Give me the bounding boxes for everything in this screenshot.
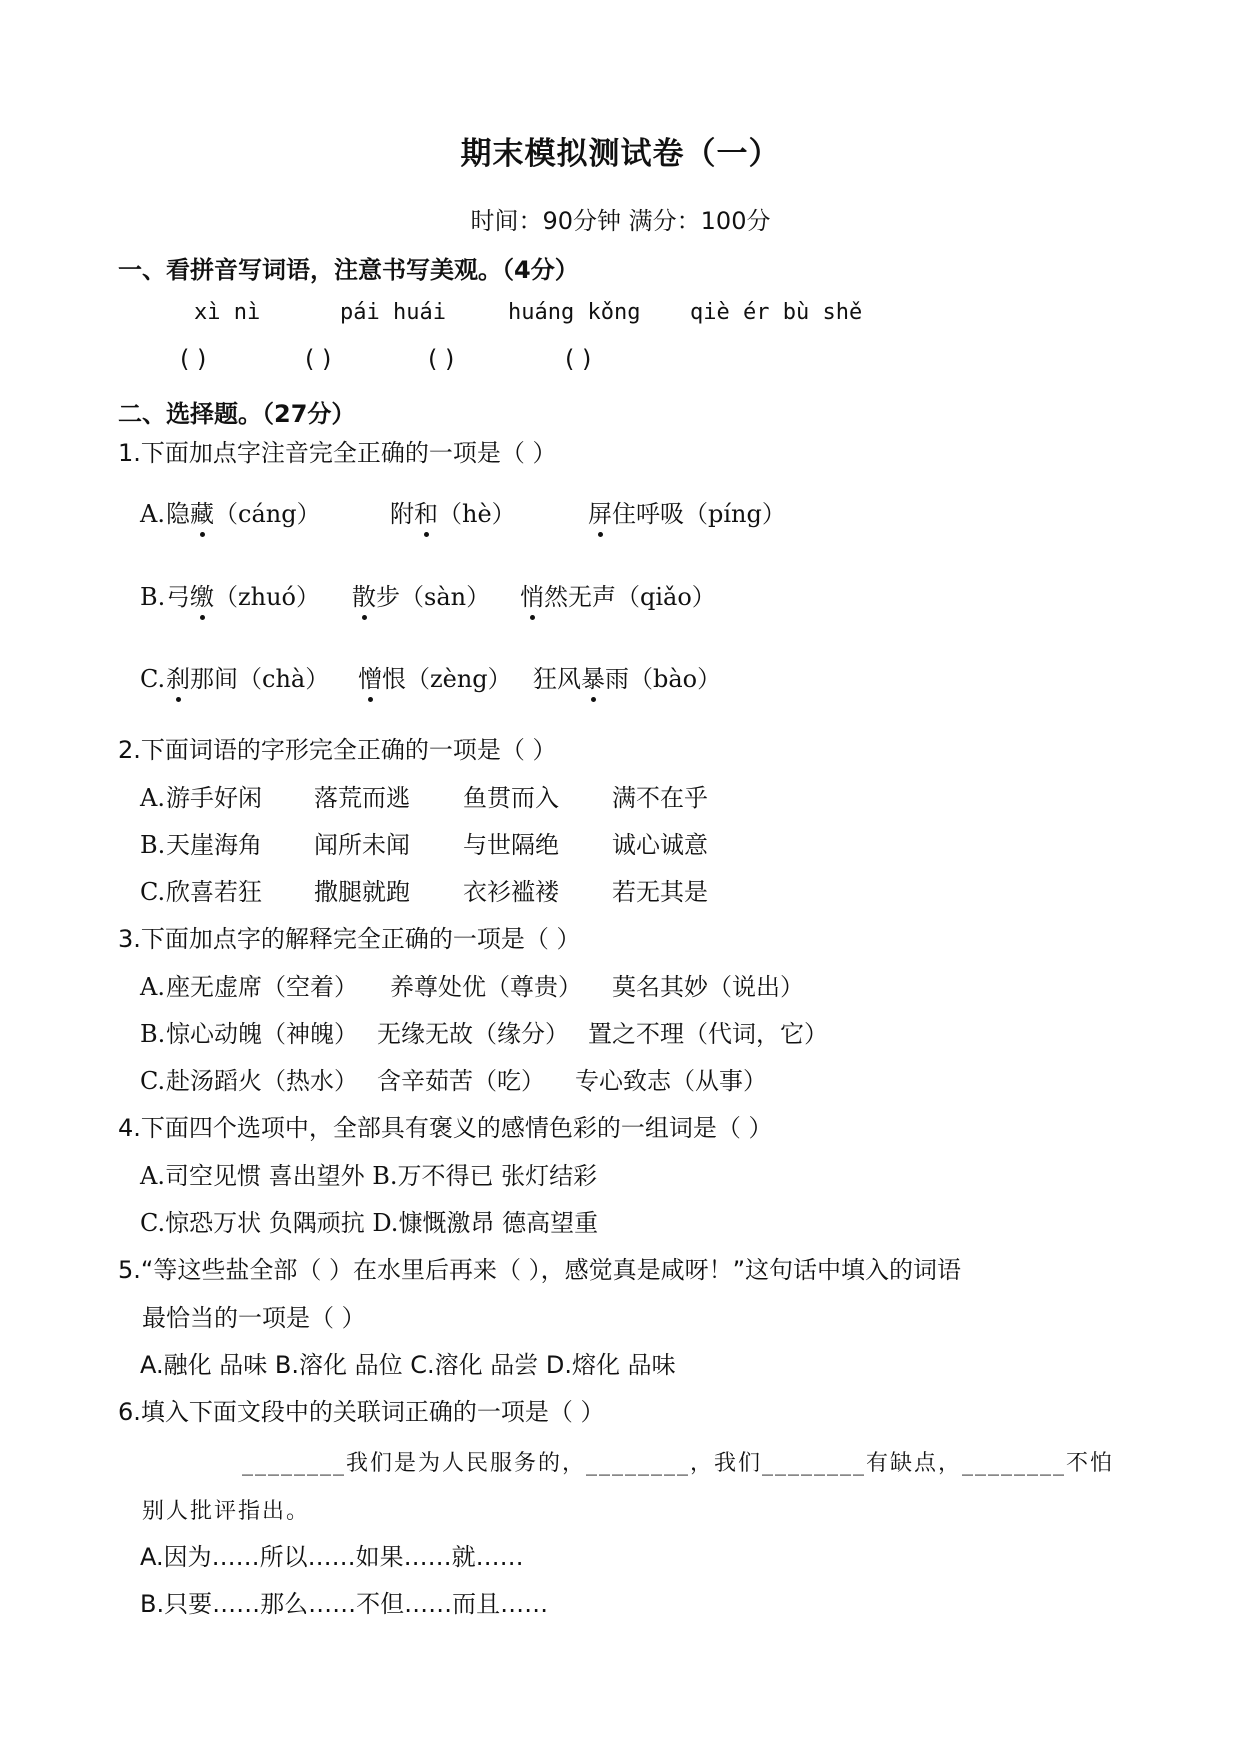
q1-option-b-word-3: 悄然无声（qiǎo） (520, 583, 716, 611)
q3-option-b-word-3: 置之不理（代词，它） (588, 1020, 828, 1048)
q3-option-a-word-2: 养尊处优（尊贵） (390, 973, 582, 1001)
q6-passage-line-2: 别人批评指出。 (142, 1499, 311, 1524)
q3-option-b: B. (140, 1020, 166, 1048)
q2-option-b: B. (140, 831, 166, 859)
q3-option-c: C. (140, 1067, 166, 1095)
q2-option-b-word-2: 闻所未闻 (314, 831, 410, 859)
answer-blank-2: ( ) (305, 345, 332, 373)
pinyin-2: pái huái (340, 300, 446, 325)
question-3-stem: 3.下面加点字的解释完全正确的一项是（ ） (118, 925, 581, 953)
q4-option-row-2: C.惊恐万状 负隅顽抗 D.慷慨激昂 德高望重 (140, 1209, 599, 1237)
answer-blank-3: ( ) (428, 345, 455, 373)
q1-option-c-word-1: 刹那间（chà） (166, 665, 330, 693)
question-6-stem: 6.填入下面文段中的关联词正确的一项是（ ） (118, 1398, 605, 1426)
q3-option-a-word-3: 莫名其妙（说出） (612, 973, 804, 1001)
emphasis-dot-char: 和 (414, 500, 438, 528)
answer-blank-4: ( ) (565, 345, 592, 373)
emphasis-dot-char: 缴 (190, 583, 214, 611)
question-5-stem-line-2: 最恰当的一项是（ ） (142, 1304, 366, 1332)
q3-option-b-word-2: 无缘无故（缘分） (377, 1020, 569, 1048)
exam-meta: 时间：90分钟 满分：100分 (470, 207, 771, 235)
question-5-stem-line-1: 5.“等这些盐全部（ ）在水里后再来（ ），感觉真是咸呀！”这句话中填入的词语 (118, 1256, 962, 1284)
q1-option-c-label: C. (140, 665, 166, 693)
q1-option-b-word-2: 散步（sàn） (352, 583, 491, 611)
q2-option-c-word-2: 撒腿就跑 (314, 878, 410, 906)
pinyin-3: huáng kǒng (508, 300, 641, 325)
q2-option-c-word-3: 衣衫褴褛 (463, 878, 559, 906)
q1-option-a-word-3: 屏住呼吸（píng） (588, 500, 786, 528)
q3-option-a: A. (140, 973, 165, 1001)
question-4-stem: 4.下面四个选项中，全部具有褒义的感情色彩的一组词是（ ） (118, 1114, 773, 1142)
section-1-heading: 一、看拼音写词语，注意书写美观。（4分） (118, 256, 579, 284)
q2-option-a-word-2: 落荒而逃 (314, 784, 410, 812)
q2-option-a-word-3: 鱼贯而入 (463, 784, 559, 812)
question-1-stem: 1.下面加点字注音完全正确的一项是（ ） (118, 439, 557, 467)
emphasis-dot-char: 藏 (190, 500, 214, 528)
emphasis-dot-char: 悄 (520, 583, 544, 611)
q4-option-row-1: A.司空见惯 喜出望外 B.万不得已 张灯结彩 (140, 1162, 598, 1190)
q3-option-a-word-1: 座无虚席（空着） (166, 973, 358, 1001)
q1-option-c-word-3: 狂风暴雨（bào） (533, 665, 722, 693)
emphasis-dot-char: 暴 (581, 665, 605, 693)
question-2-stem: 2.下面词语的字形完全正确的一项是（ ） (118, 736, 557, 764)
q2-option-c-word-4: 若无其是 (612, 878, 708, 906)
q6-option-b: B.只要……那么……不但……而且…… (140, 1590, 549, 1618)
emphasis-dot-char: 散 (352, 583, 376, 611)
q2-option-c: C. (140, 878, 166, 906)
q2-option-a-word-1: 游手好闲 (166, 784, 262, 812)
emphasis-dot-char: 刹 (166, 665, 190, 693)
q1-option-b-label: B. (140, 583, 166, 611)
q3-option-c-word-2: 含辛茹苦（吃） (377, 1067, 545, 1095)
page-title: 期末模拟测试卷（一） (460, 136, 781, 172)
q2-option-c-word-1: 欣喜若狂 (166, 878, 262, 906)
q1-option-c-word-2: 憎恨（zèng） (358, 665, 512, 693)
q3-option-c-word-3: 专心致志（从事） (575, 1067, 767, 1095)
q2-option-b-word-1: 天崖海角 (166, 831, 262, 859)
q1-option-a-word-2: 附和（hè） (390, 500, 516, 528)
q2-option-a: A. (140, 784, 165, 812)
section-2-heading: 二、选择题。（27分） (118, 400, 356, 428)
q6-passage-line-1: ________我们是为人民服务的，________，我们________有缺点，________不怕 (242, 1451, 1115, 1476)
pinyin-4: qiè ér bù shě (690, 300, 863, 325)
emphasis-dot-char: 屏 (588, 500, 612, 528)
q1-option-a-label: A. (140, 500, 165, 528)
pinyin-1: xì nì (194, 300, 261, 325)
q1-option-b-word-1: 弓缴（zhuó） (166, 583, 321, 611)
emphasis-dot-char: 憎 (358, 665, 382, 693)
q3-option-b-word-1: 惊心动魄（神魄） (166, 1020, 358, 1048)
q3-option-c-word-1: 赴汤蹈火（热水） (166, 1067, 358, 1095)
q5-options: A.融化 品味 B.溶化 品位 C.溶化 品尝 D.熔化 品味 (140, 1351, 676, 1379)
q2-option-b-word-3: 与世隔绝 (463, 831, 559, 859)
answer-blank-1: ( ) (180, 345, 207, 373)
q1-option-a-word-1: 隐藏（cáng） (166, 500, 321, 528)
q6-option-a: A.因为……所以……如果……就…… (140, 1543, 524, 1571)
q2-option-a-word-4: 满不在乎 (612, 784, 708, 812)
q2-option-b-word-4: 诚心诚意 (612, 831, 708, 859)
